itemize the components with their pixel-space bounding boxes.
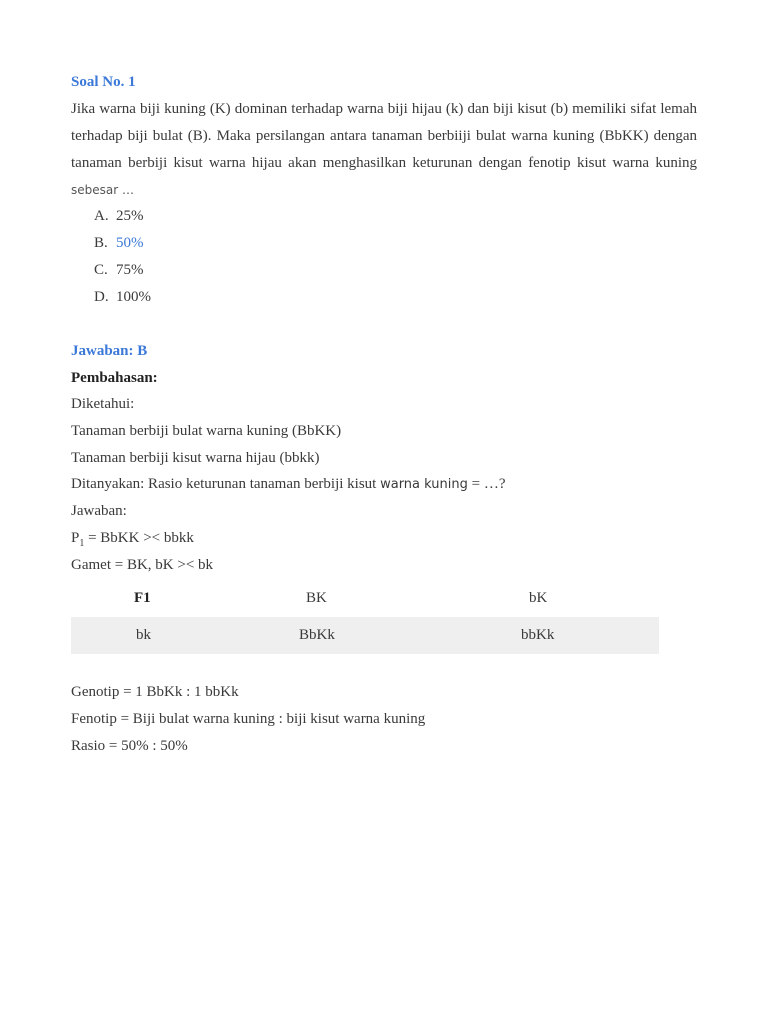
discussion-label: Pembahasan: — [71, 370, 158, 386]
option-text: 75% — [116, 262, 144, 278]
question-text-line-1: Jika warna biji kuning (K) dominan terhadap warna biji hijau (k) dan biji kisut (b) memiliki sifat lemah — [71, 101, 697, 117]
p1-line — [71, 528, 194, 554]
option-d — [94, 287, 151, 307]
option-letter: B. — [94, 235, 108, 251]
option-letter: C. — [94, 262, 108, 278]
p1-label: P — [71, 530, 80, 546]
table-cell: BbKk — [299, 627, 335, 643]
table-row — [71, 617, 659, 654]
option-text: 25% — [116, 208, 144, 224]
option-text: 100% — [116, 289, 151, 305]
question-text-line-2: terhadap biji bulat (B). Maka persilangan antara tanaman berbiiji bulat warna kuning (BbKK) dengan — [71, 128, 697, 144]
table-cell: bk — [136, 627, 151, 643]
question-text-line-4: sebesar … — [71, 183, 134, 197]
table-header-cell: BK — [306, 590, 327, 606]
known-label: Diketahui: — [71, 396, 135, 412]
option-c — [94, 260, 144, 280]
table-cell: bbKk — [521, 627, 555, 643]
p1-rest: = BbKK >< bbkk — [84, 530, 194, 546]
asked-prefix: Ditanyakan: Rasio keturunan tanaman berbiji kisut — [71, 476, 381, 492]
asked-line — [71, 474, 505, 495]
question-text-line-3: tanaman berbiji kisut warna hijau akan menghasilkan keturunan dengan fenotip kisut warna kuning — [71, 155, 697, 171]
option-a — [94, 206, 144, 226]
ratio-line: Rasio = 50% : 50% — [71, 738, 188, 754]
table-header-row — [71, 580, 659, 617]
known-line-2: Tanaman berbiji kisut warna hijau (bbkk) — [71, 450, 320, 466]
question-title: Soal No. 1 — [71, 74, 136, 90]
table-header-cell: bK — [529, 590, 548, 606]
gamet-line: Gamet = BK, bK >< bk — [71, 557, 214, 573]
table-header-cell: F1 — [134, 590, 151, 606]
asked-suffix: = …? — [467, 476, 506, 492]
known-line-1: Tanaman berbiji bulat warna kuning (BbKK) — [71, 423, 342, 439]
option-letter: D. — [94, 289, 109, 305]
p1-subscript: 1 — [79, 538, 85, 549]
option-b — [94, 233, 144, 253]
asked-mid: warna kuning — [380, 477, 468, 492]
phenotype-line: Fenotip = Biji bulat warna kuning : biji kisut warna kuning — [71, 711, 426, 727]
genotype-line: Genotip = 1 BbKk : 1 bbKk — [71, 684, 239, 700]
option-text-correct: 50% — [116, 235, 144, 251]
punnett-table — [71, 580, 659, 654]
answer-heading: Jawaban: B — [71, 343, 148, 359]
work-label: Jawaban: — [71, 503, 127, 519]
option-letter: A. — [94, 208, 109, 224]
